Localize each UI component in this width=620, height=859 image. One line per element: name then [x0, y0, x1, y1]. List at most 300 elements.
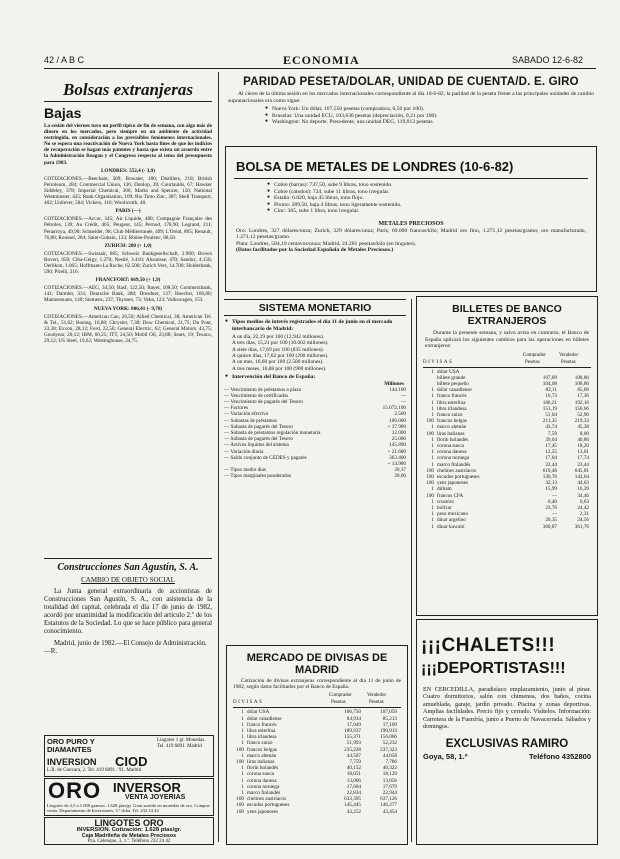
sistema-row-label: — Vencimiento de préstamos a plazo — [224, 386, 302, 393]
currency-units: 1 — [241, 783, 244, 790]
sistema-row-label: — Activos líquidos del sistema — [224, 442, 289, 449]
currency-units: 100 — [236, 759, 244, 766]
currency-units: 1 — [241, 740, 244, 747]
billetes-h-divisas: DIVISAS — [423, 359, 454, 365]
currency-name: francos belgas — [247, 746, 277, 753]
metales-title: BOLSA DE METALES DE LONDRES (10-6-82) — [236, 159, 514, 174]
metal-item: ● Plomo: 289,50, baja 4 libras, tono ligeramente sostenido. — [274, 202, 596, 209]
currency-name: francos CFA — [437, 492, 464, 499]
buy-rate: 235,228 — [344, 746, 361, 753]
metales-preciosos-plata: Plata: Londres, 504,10 centavos/onza; Madrid, 24.201 pesetas/kilo (en lingotes). — [236, 240, 417, 247]
currency-units: 1 — [431, 368, 434, 375]
newyork-quotes: COTIZACIONES.—American Can, 26,50; Allied Chemical, 38; American Tel. & Tel., 51,62; Boeing, 16,88; Chrysler, 7,38; Dow Chemical, 21,75; Du Pont, 33,38; Exxon, 28,12; Ford, 22,50; General Electric, 62; General Motors, 43,75; Goodyear, 20,12; IBM, 60,25; ITT, 24,50; Mobil Oil, 23,88; Sears, 19; Texaco, 29,12; US Steel, 19,62; Westinghouse, 24,75. — [44, 313, 212, 344]
sell-rate: 645,81 — [574, 467, 589, 474]
currency-units: 1 — [241, 752, 244, 759]
sistema-row-value: + 14.900 — [387, 461, 406, 467]
currency-units: 1 — [431, 424, 434, 431]
buy-rate: 39,04 — [545, 436, 557, 443]
sell-rate: 18,129 — [382, 771, 397, 778]
sell-rate: 192,16 — [574, 399, 589, 406]
sistema-row-label: — Tipos marginales ponderados — [224, 473, 292, 480]
buy-rate: 15,99 — [545, 486, 557, 493]
mercado-h-pesetas: Pesetas — [331, 700, 346, 706]
sistema-row-value: + 37.900 — [387, 423, 406, 430]
buy-rate: 211,35 — [542, 418, 557, 425]
sistema-row-label: — Subastas de préstamos — [224, 417, 278, 424]
currency-name: libra irlandesa — [437, 405, 467, 412]
sell-rate: 40,322 — [382, 765, 397, 772]
rate-line: A siete días, 17,69 por 100 (835 millones). — [232, 346, 324, 353]
buy-rate: 43,74 — [545, 424, 557, 431]
paridad-item: ● Washington: No deporte. Precedente, una unidad DEG, 119,013 pesetas. — [272, 119, 598, 126]
currency-units: 1 — [431, 411, 434, 418]
construcciones-body: La Junta general extraordinaria de accionistas de Construcciones San Agustín, S. A., con asistencia de la totalidad del capital, celebrada el día 17 de junio de 1982, acordó por unanimidad la modificación del artículo 2.º de los Estatutos de la Sociedad. Lo que se hace público para general conocimiento. — [44, 588, 212, 635]
sistema-table — [224, 387, 406, 480]
currency-name: corona danesa — [437, 449, 467, 456]
billetes-header — [423, 353, 591, 368]
buy-rate: — — [551, 511, 557, 518]
buy-rate: 82,11 — [545, 387, 557, 394]
currency-units: 1 — [241, 765, 244, 772]
rate-line: A tres meses, 16,88 por 100 (900 millones). — [232, 365, 327, 372]
buy-rate: 17,049 — [346, 721, 361, 728]
sell-rate: 7,786 — [385, 759, 397, 766]
column-divider — [411, 299, 412, 842]
chalets-agency: EXCLUSIVAS RAMIRO — [445, 738, 569, 751]
sistema-intro: ● Tipos medios de interés registrados el día 11 de junio en el mercado interbancario de Madrid: — [232, 319, 406, 332]
sell-rate: 85,213 — [382, 715, 397, 722]
sistema-monetario — [224, 299, 406, 635]
rate-line: A tres días, 15,21 por 100 (10.602 millones). — [232, 340, 329, 347]
currency-name: dólar USA — [247, 709, 270, 716]
currency-name: marco finlandés — [247, 790, 281, 797]
sistema-rates — [232, 334, 406, 372]
buy-rate: 22,44 — [545, 461, 557, 468]
currency-row — [423, 524, 589, 530]
lingotes-ad — [44, 817, 214, 845]
currency-name: marco finlandés — [437, 461, 471, 468]
billetes-h-vendedor: Vendedor — [559, 352, 579, 358]
currency-name: dirham — [437, 486, 452, 493]
chalets-contact — [423, 752, 591, 762]
billetes-title: BILLETES DE BANCO EXTRANJEROS — [452, 303, 562, 327]
chalets-body: EN CERCEDILLA, paradisíaco emplazamiento, junto al pinar. Cuatro dormitorios, salón con chimenea, dos baños, cocina amueblada, garaje, jardín privado. Piscina y zonas deportivas. Amplias facilidades. Precio fijo y cerrado. Visítelos. Información: Carretera de la Fuenfría, junto a Puerto de Navacerrada. Sábados y domingos. — [423, 686, 591, 731]
currency-units: 100 — [236, 802, 244, 809]
currency-name: billete pequeño — [437, 380, 469, 387]
buy-rate: 186,21 — [542, 399, 557, 406]
buy-rate: 84,934 — [346, 715, 361, 722]
ciod-address: Lingotes 1 gr. Monedas. Tel. 419 6891. Madrid — [157, 738, 206, 749]
mercado-intro: Cotización de divisas extranjeras correspondiente al día 11 de junio de 1982, según datos facilitados por el Banco de España. — [233, 678, 401, 691]
currency-units: 1 — [431, 442, 434, 449]
sell-rate: 13,01 — [577, 449, 589, 456]
currency-name: libra esterlina — [437, 399, 466, 406]
zurich-quotes: COTIZACIONES.—Swissair, 685; Schweiz Bankgesellschaft, 2.960; Brown Boveri, 950; Ciba-Geigy, 1.270; Nestlé, 3.410; Alusuisse, 470; Sandoz, 4.150; Oerlikon, 1.065; Hoffmann-La Roche, 62.500; Zurich Vers, 14.700; Holderbank, 590; Pirelli, 216. — [44, 250, 212, 276]
lingotes-price: INVERSION. Cotización: 1.628 ptas/gr. — [76, 827, 182, 833]
currency-name: franco francés — [247, 721, 277, 728]
construcciones-title: Construcciones San Agustín, S. A. — [44, 558, 212, 573]
paridad-item: ● Nueva York: Un dólar, 107,550 pesetas (compradora, 0,50 por 100). — [272, 106, 598, 113]
construcciones-signature: Madrid, junio de 1982.—El Consejo de Administración.—R. — [44, 640, 207, 655]
currency-name: bolívar — [437, 504, 452, 511]
sell-rate: 637,126 — [380, 796, 397, 803]
currency-units: 1 — [431, 523, 434, 530]
sistema-row-value: — — [400, 398, 406, 405]
currency-units: 100 — [236, 808, 244, 815]
buy-rate: 17,04 — [545, 455, 557, 462]
mercado-table — [233, 709, 397, 814]
buy-rate: 23,76 — [545, 504, 557, 511]
sell-rate: 219,33 — [574, 418, 589, 425]
currency-name: yens japoneses — [437, 480, 468, 487]
sistema-row-value: 145.890 — [389, 442, 406, 449]
sistema-row-label: — Tipos medio dias — [224, 467, 266, 474]
paridad-title: PARIDAD PESETA/DOLAR, UNIDAD DE CUENTA/D. E. GIRO — [243, 76, 579, 88]
bolsas-title: Bolsas extranjeras — [44, 80, 212, 102]
currency-name: billete grande — [437, 374, 466, 381]
sistema-bde-heading: ● Intervención del Banco de España: — [232, 374, 406, 381]
mercado-divisas-box — [226, 645, 408, 845]
buy-rate: 360,87 — [542, 523, 557, 530]
sell-rate: 156,066 — [380, 734, 397, 741]
section-title: ECONOMIA — [283, 53, 360, 67]
buy-rate: — — [551, 492, 557, 499]
ciod-logo-text: CIOD — [115, 754, 148, 769]
oro-inversor-ad — [44, 778, 214, 816]
buy-rate: 189,937 — [344, 728, 361, 735]
currency-name: dólar canadiense — [437, 387, 472, 394]
currency-name: corona noruega — [437, 455, 470, 462]
sistema-intro-list — [224, 319, 406, 332]
chalets-ad — [416, 619, 598, 845]
currency-units: 100 — [426, 467, 434, 474]
currency-name: libra irlandesa — [247, 734, 277, 741]
mercado-h-pesetas-2: Pesetas — [369, 700, 384, 706]
currency-name: franco suizo — [247, 740, 273, 747]
sell-rate: 142,64 — [574, 473, 589, 480]
currency-units: 1 — [431, 455, 434, 462]
buy-rate: 51,04 — [545, 411, 557, 418]
currency-row — [233, 809, 397, 815]
sell-rate: 45,38 — [577, 424, 589, 431]
sell-rate: 44,63 — [577, 480, 589, 487]
deportistas-headline: ¡¡¡DEPORTISTAS!!! — [421, 660, 566, 677]
rate-line: A un día, 22,19 por 100 (12.942 millones). — [232, 334, 325, 341]
page-date: SABADO 12-6-82 — [512, 55, 584, 65]
sistema-row-label: — Subasta de pagarés del Tesoro — [224, 423, 293, 430]
currency-name: marco alemán — [247, 752, 277, 759]
buy-rate: 43,252 — [346, 808, 361, 815]
buy-rate: 633,395 — [344, 796, 361, 803]
sell-rate: 40,86 — [577, 436, 589, 443]
currency-units: 1 — [241, 734, 244, 741]
sell-rate: 17,109 — [382, 721, 397, 728]
rate-line: A un mes, 16,60 por 100 (2.500 millones). — [232, 359, 324, 366]
sell-rate: 18,20 — [577, 442, 589, 449]
currency-name: dólar USA — [437, 368, 460, 375]
currency-name: cruzeiro — [437, 498, 454, 505]
currency-units: 1 — [431, 517, 434, 524]
sell-rate: 17,74 — [577, 455, 589, 462]
currency-name: chelines austríacos — [247, 796, 287, 803]
currency-name: dinar kuwaití — [437, 523, 465, 530]
currency-name: escudos portugueses — [437, 473, 480, 480]
buy-rate: 17,604 — [346, 783, 361, 790]
buy-rate: 12,55 — [545, 449, 557, 456]
buy-rate: 151,19 — [542, 405, 557, 412]
buy-rate: 51,993 — [346, 740, 361, 747]
currency-units: 1 — [431, 436, 434, 443]
currency-name: dólar canadiense — [247, 715, 282, 722]
currency-name: franco francés — [437, 393, 467, 400]
sell-rate: 16,39 — [577, 486, 589, 493]
sistema-row-value: 20,66 — [394, 473, 406, 480]
buy-rate: 107,09 — [542, 374, 557, 381]
bolsas-intro: La sesión del viernes tuvo un perfil típico de fin de semana, con algo más de dinero en los mercados, pero siempre en un ambiente de actividad restringida, en consideración a los previsibles fenómenos internacionales. No se espera una reactivación de Nueva York hasta fines de que los indicios de recuperación se hagan más patentes y hasta que exista un acuerdo entre la Administración Reagan y el Congreso respecto al tema del presupuesto para 1983. — [44, 123, 212, 166]
sistema-row — [224, 473, 406, 479]
currency-name: francos belgas — [437, 418, 467, 425]
paris-quotes: COTIZACIONES.—Accor, 345; Air Liquide, 480; Compagnie Française des Pétroles, 139; Au Crédit, 465; Peugeot, 145; Pernod, 178,90; Legrand, 211; Penarroya, 49,90; Schneider, 98; Club Méditerranée, 499; L'Oréal, 865; Renault, 76,80; Roussel, 284; Saint-Gobain, 133; Rhône-Poulenc, 88,50. — [44, 216, 212, 241]
frankfurt-quotes: COTIZACIONES.—AEG, 34,50; Basf, 122,50; Bayer, 108,50; Commerzbank, 141; Daimler, 331; Deutsche Bank, 280; Dresdner, 137; Hoechst, 106,80; Mannesmann, 140; Siemens, 237; Thyssen, 73; Veba, 123; Volkswagen, 153. — [44, 285, 212, 304]
sell-rate: 13,056 — [382, 777, 397, 784]
buy-rate: 42,13 — [545, 480, 557, 487]
chalets-headline: ¡¡¡CHALETS!!! — [421, 635, 556, 656]
mercado-title: MERCADO DE DIVISAS DE MADRID — [246, 652, 388, 676]
buy-rate: 22,834 — [346, 790, 361, 797]
sistema-row-label: — Variación efectivo — [224, 411, 269, 418]
buy-rate: 40,152 — [346, 765, 361, 772]
sell-rate: 8,00 — [579, 430, 589, 437]
metales-rule — [234, 178, 588, 179]
currency-units: 1 — [241, 777, 244, 784]
mercado-h-comprador: Comprador — [329, 693, 352, 699]
sistema-row-value: — — [400, 392, 406, 399]
metal-item: ● Cobre (barras): 737,50, sube 9 libras, tono sostenido. — [274, 182, 596, 189]
currency-units: 100 — [426, 430, 434, 437]
inversion-text: INVERSION — [47, 757, 97, 767]
sell-rate: 108,86 — [574, 380, 589, 387]
currency-units: 1 — [431, 399, 434, 406]
sell-rate: 43,454 — [382, 808, 397, 815]
currency-units: 100 — [426, 418, 434, 425]
currency-units: 1 — [431, 461, 434, 468]
currency-units: 1 — [431, 449, 434, 456]
sell-rate: 108,86 — [574, 374, 589, 381]
mercado-header — [233, 693, 401, 708]
sell-rate: 52,90 — [577, 411, 589, 418]
ciod-address-line: L.R. de Guevara, 2. Tel. 419 6891 / 91. Madrid — [47, 768, 142, 773]
frankfurt-heading: FRANCFORT: 669,50 (+ 1,9) — [95, 277, 161, 284]
currency-name: marco alemán — [437, 424, 467, 431]
sistema-row-value: 2.500 — [394, 411, 406, 418]
sell-rate: 146,277 — [380, 802, 397, 809]
venta-joyerias-text: VENTA JOYERIAS — [125, 794, 186, 801]
sistema-row-label: — Vencimiento de pagarés del Tesoro — [224, 398, 303, 405]
currency-name: franco suizo — [437, 411, 463, 418]
buy-rate: 7,59 — [547, 430, 557, 437]
paridad-section — [224, 76, 598, 140]
lingotes-title: LINGOTES ORO — [94, 818, 164, 828]
currency-units: 1 — [431, 498, 434, 505]
currency-name: corona sueca — [247, 771, 274, 778]
paris-heading: PARIS (—) — [115, 208, 141, 215]
currency-units: 100 — [426, 492, 434, 499]
page-number: 42 / A B C — [44, 55, 85, 65]
currency-units: 1 — [241, 715, 244, 722]
sistema-row-label: — Subasta de préstamos regulación monetaria — [224, 429, 321, 436]
currency-name: corona noruega — [247, 783, 280, 790]
buy-rate: 7,759 — [349, 759, 361, 766]
oro-puro-text: ORO PURO Y DIAMANTES — [47, 737, 95, 754]
currency-units: 1 — [431, 486, 434, 493]
sistema-row-value: + 21.600 — [387, 448, 406, 455]
currency-units: 100 — [426, 480, 434, 487]
buy-rate: 0,40 — [547, 498, 557, 505]
currency-units: 1 — [241, 709, 244, 716]
metal-item: ● Cinc: 365, sube 1 libra, tono irregular. — [274, 208, 596, 215]
billetes-table — [423, 369, 589, 530]
metal-item: ● Cobre (cátodos): 724, sube 11 libras, tono irregular. — [274, 189, 596, 196]
buy-rate: 18,051 — [346, 771, 361, 778]
page-header — [0, 54, 620, 68]
lingotes-address: Pza. Celenque, 3, 1.º. Teléfono 232 24 42 — [87, 839, 171, 844]
currency-name: chelines austríacos — [437, 467, 477, 474]
london-heading: LONDRES: 552,4 (- 3,9) — [100, 167, 156, 174]
sistema-row-label: — Variación diaria — [224, 448, 264, 455]
buy-rate: 104,08 — [542, 380, 557, 387]
sistema-row-value: 12.000 — [391, 429, 406, 436]
sistema-row-value: 25.000 — [391, 436, 406, 443]
oro-big-text: ORO — [48, 778, 102, 803]
sell-rate: 17,36 — [577, 393, 589, 400]
buy-rate: 155,371 — [344, 734, 361, 741]
currency-name: liras italianas — [247, 759, 275, 766]
metales-box — [225, 146, 597, 292]
paridad-list — [264, 106, 598, 126]
sell-rate: 190,813 — [380, 728, 397, 735]
currency-units: 100 — [236, 796, 244, 803]
billetes-h-comprador: Comprador — [523, 352, 546, 358]
sistema-row-value: 363.400 — [389, 454, 406, 461]
currency-units: 1 — [241, 771, 244, 778]
currency-units: 1 — [431, 393, 434, 400]
sistema-row-value: 106.000 — [389, 417, 406, 424]
sistema-bde-list — [224, 374, 406, 381]
sistema-row-label: — Subasta de pagarés del Tesoro — [224, 436, 293, 443]
sell-rate: 237,323 — [380, 746, 397, 753]
currency-name: florín holandés — [247, 765, 279, 772]
currency-name: corona sueca — [437, 442, 464, 449]
currency-units: 1 — [431, 387, 434, 394]
bolsas-subtitle: Bajas — [44, 105, 82, 121]
buy-rate: 13,006 — [346, 777, 361, 784]
currency-name: escudos portugueses — [247, 802, 290, 809]
currency-units: 1 — [241, 790, 244, 797]
billetes-h-pesetas: Pesetas — [525, 359, 540, 365]
buy-rate: 106,750 — [344, 709, 361, 716]
sistema-row-label: — Saldo conjunto de CEDES y pagarés — [224, 454, 307, 461]
metales-list — [266, 182, 596, 215]
newyork-heading: NUEVA YORK: 806,41 (- 9,70) — [93, 305, 163, 312]
metales-preciosos-heading: METALES PRECIOSOS — [378, 220, 444, 227]
currency-name: dinar argelino — [437, 517, 466, 524]
ciod-ad — [44, 735, 214, 777]
mercado-h-vendedor: Vendedor — [367, 693, 387, 699]
currency-name: liras italianas — [437, 430, 465, 437]
chalets-address: Goya, 58, 1.º — [423, 752, 468, 762]
construcciones-notice — [44, 558, 212, 718]
zurich-heading: ZURICH: 280 (+ 1,0) — [104, 242, 152, 249]
currency-name: corona danesa — [247, 777, 277, 784]
sistema-row-label: — Vencimiento de certificados — [224, 392, 289, 399]
chalets-phone: Teléfono 4352800 — [529, 752, 591, 762]
currency-units: 1 — [431, 504, 434, 511]
paridad-item: ● Bruselas: Una unidad ECU, 103,630 pesetas (depreciación, 0,21 por 100). — [272, 113, 598, 120]
sistema-row-value: 15.072,100 — [382, 405, 406, 412]
buy-rate: 20,35 — [545, 517, 557, 524]
paridad-intro: Al cierre de la última sesión en los mercados internacionales correspondiente al día 10-6-82, la paridad de la peseta frente a las principales unidades de cambio supranacionales era como sigue: — [228, 91, 594, 104]
sell-rate: 2,31 — [579, 511, 589, 518]
sistema-title: SISTEMA MONETARIO — [224, 299, 406, 316]
construcciones-subtitle: CAMBIO DE OBJETO SOCIAL — [81, 576, 175, 584]
sistema-row-value: 144.100 — [389, 386, 406, 393]
currency-units: 1 — [241, 721, 244, 728]
sell-rate: 22,944 — [382, 790, 397, 797]
buy-rate: 16,73 — [545, 393, 557, 400]
sell-rate: 34,46 — [577, 492, 589, 499]
billetes-h-pesetas-2: Pesetas — [561, 359, 576, 365]
column-divider — [218, 72, 219, 842]
metales-preciosos-oro: Oro: Londres, 327 dólares/onza; Zurich, 329 dólares/onza; París, 69.000 francos/kilo; Madrid oro fino, 1.271,12 pesetas/gramo; oro manufacturado, 1.271,12 pesetas/gramo. — [236, 227, 586, 241]
currency-units: 1 — [431, 405, 434, 412]
currency-name: yens japoneses — [247, 808, 278, 815]
sell-rate: 52,232 — [382, 740, 397, 747]
sell-rate: 23,44 — [577, 461, 589, 468]
sistema-unit: Millones — [384, 380, 404, 387]
sell-rate: 0,63 — [579, 498, 589, 505]
buy-rate: 44,507 — [346, 752, 361, 759]
sell-rate: 85,66 — [577, 387, 589, 394]
sell-rate: 156,66 — [574, 405, 589, 412]
currency-name: florín holandés — [437, 436, 469, 443]
billetes-box — [416, 296, 598, 616]
sell-rate: 24,42 — [577, 504, 589, 511]
currency-units: 100 — [426, 473, 434, 480]
buy-rate: 130,76 — [542, 473, 557, 480]
oro-inversor-details: Lingotes de 2,5 a 1.000 gramos. 1.628 ptas/gr. Gran surtido en monedas de oro. Compra-venta. Departamento de Inversiones, 3.º dcha. Tel. 232 24 42 — [47, 803, 211, 814]
rate-line: A quince días, 17,62 por 100 (200 millones). — [232, 353, 329, 360]
london-quotes: COTIZACIONES.—Beecham, 309; Bowater, 180; Distillers, 218; British Petroleum, 284; Commercial Union, 136; Dunlop, 39; Courtaulds, 67; Hawker Siddeley, 378; Imperial Chemical, 306; Marks and Spencer, 156; National Westminster, 425; Rank Organisation, 109; Rio Tinto Zinc, 387; Shell Transport, 402; Unilever, 584; Vickers, 116; Woolworth, 48. — [44, 175, 212, 207]
header-rule — [44, 68, 596, 69]
sell-rate: 24,56 — [577, 517, 589, 524]
inversor-text: INVERSOR — [113, 780, 181, 795]
lingotes-company: Caja Madrileña de Metales Preciosos — [81, 832, 177, 839]
sell-rate: 361,76 — [574, 523, 589, 530]
buy-rate: 619,48 — [542, 467, 557, 474]
mercado-h-divisas: DIVISAS — [233, 700, 264, 706]
sell-rate: 44,658 — [382, 752, 397, 759]
currency-name: peso mexicano — [437, 511, 468, 518]
metales-source: (Datos facilitados por la Sociedad Española de Metales Preciosos.) — [236, 247, 394, 254]
sistema-row-label: — Factores — [224, 405, 249, 412]
buy-rate: 17,45 — [545, 442, 557, 449]
currency-units: 100 — [236, 746, 244, 753]
currency-units: 1 — [241, 728, 244, 735]
billetes-intro: Durante la presente semana, y salvo aviso en contrario, el Banco de España aplicará los siguientes cambios para las operaciones en billetes extranjeros: — [425, 330, 589, 349]
currency-name: libra esterlina — [247, 728, 276, 735]
buy-rate: 145,445 — [344, 802, 361, 809]
currency-units: 1 — [431, 511, 434, 518]
